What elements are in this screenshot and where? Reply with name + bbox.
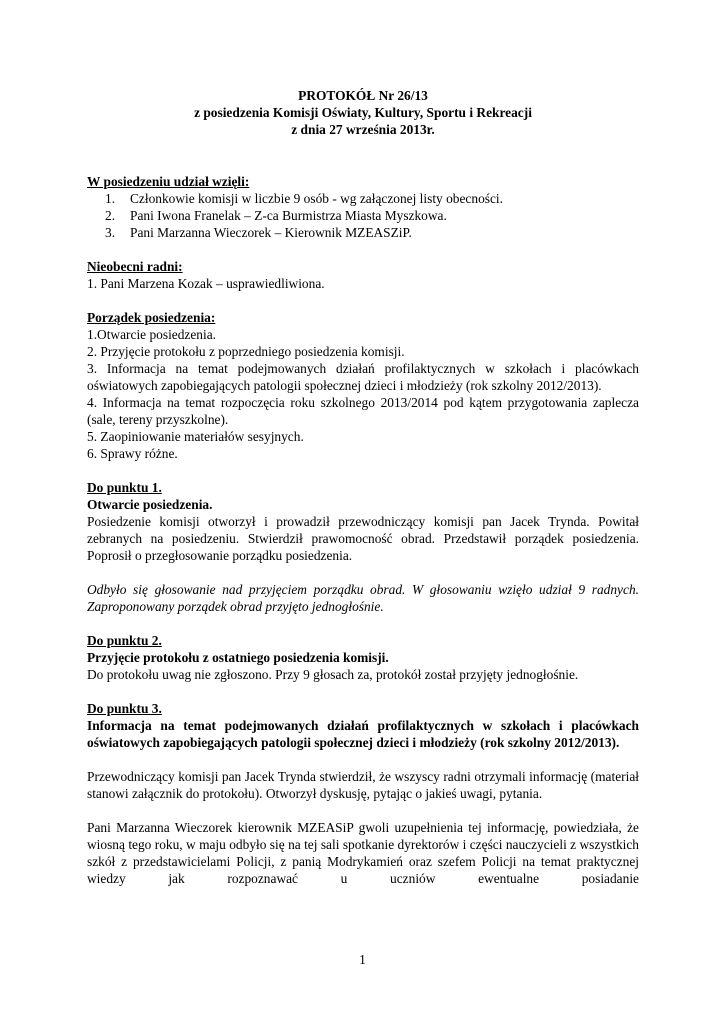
agenda-item: 2. Przyjęcie protokołu z poprzedniego posiedzenia komisji.	[87, 344, 405, 359]
point1-subheading: Otwarcie posiedzenia.	[87, 497, 213, 512]
agenda-item: 4. Informacja na temat rozpoczęcia roku szkolnego 2013/2014 pod kątem przygotowania zaplecza (sale, tereny przyszkolne).	[87, 395, 639, 427]
participants-heading: W posiedzeniu udział wzięli:	[87, 174, 250, 189]
absent-item: 1. Pani Marzena Kozak – usprawiedliwiona.	[87, 276, 325, 291]
title-line-1: PROTOKÓŁ Nr 26/13	[298, 88, 428, 103]
title-line-2: z posiedzenia Komisji Oświaty, Kultury, Sportu i Rekreacji	[194, 105, 532, 120]
absent-heading: Nieobecni radni:	[87, 259, 183, 274]
agenda-section	[87, 309, 639, 462]
agenda-item: 6. Sprawy różne.	[87, 446, 178, 461]
document-title	[87, 87, 639, 138]
point1-section	[87, 479, 639, 564]
participants-section	[87, 173, 639, 241]
agenda-heading: Porządek posiedzenia:	[87, 310, 216, 325]
participant-item: 3. Pani Marzanna Wieczorek – Kierownik MZEASZiP.	[105, 225, 412, 240]
point3-paragraph-2: Pani Marzanna Wieczorek kierownik MZEASiP gwoli uzupełnienia tej informację, powiedziała, że wiosną tego roku, w maju odbyło się na tej sali spotkanie dyrektorów i części nauczycieli z wszystkich szkół z przedstawicielami Policji, z panią Modrykamień oraz szefem Policji na temat praktycznej wiedzy jak rozpoznawać u uczniów ewentualne posiadanie	[87, 820, 639, 886]
point1-vote: Odbyło się głosowanie nad przyjęciem porządku obrad. W głosowaniu wzięło udział 9 radnych. Zaproponowany porządek obrad przyjęto jednogłośnie.	[87, 582, 639, 614]
title-line-3: z dnia 27 września 2013r.	[291, 122, 435, 137]
absent-section	[87, 258, 639, 292]
point1-paragraph: Posiedzenie komisji otworzył i prowadził przewodniczący komisji pan Jacek Trynda. Powitał zebranych na posiedzeniu. Stwierdził prawomocność obrad. Przedstawił porządek posiedzenia. Poprosił o przegłosowanie porządku posiedzenia.	[87, 514, 639, 563]
point3-subheading: Informacja na temat podejmowanych działań profilaktycznych w szkołach i placówkach oświatowych zapobiegających patologii społecznej dzieci i młodzieży (rok szkolny 2012/2013).	[87, 718, 639, 750]
agenda-item: 1.Otwarcie posiedzenia.	[87, 327, 217, 342]
document-page	[87, 87, 639, 887]
point3-paragraph-1: Przewodniczący komisji pan Jacek Trynda stwierdził, że wszyscy radni otrzymali informację (materiał stanowi załącznik do protokołu). Otworzył dyskusję, pytając o jakieś uwagi, pytania.	[87, 769, 639, 801]
point2-section	[87, 632, 639, 683]
point1-heading: Do punktu 1.	[87, 480, 162, 495]
page-number: 1	[359, 952, 366, 967]
point2-subheading: Przyjęcie protokołu z ostatniego posiedzenia komisji.	[87, 650, 389, 665]
participant-item: 1. Członkowie komisji w liczbie 9 osób - wg załączonej listy obecności.	[105, 191, 503, 206]
agenda-item: 5. Zaopiniowanie materiałów sesyjnych.	[87, 429, 304, 444]
participants-list	[87, 190, 639, 241]
point3-heading: Do punktu 3.	[87, 701, 162, 716]
participant-item: 2. Pani Iwona Franelak – Z-ca Burmistrza Miasta Myszkowa.	[105, 208, 447, 223]
point3-section	[87, 700, 639, 751]
point2-heading: Do punktu 2.	[87, 633, 162, 648]
point2-paragraph: Do protokołu uwag nie zgłoszono. Przy 9 głosach za, protokół został przyjęty jednogłośnie.	[87, 667, 579, 682]
agenda-item: 3. Informacja na temat podejmowanych działań profilaktycznych w szkołach i placówkach oświatowych zapobiegających patologii społecznej dzieci i młodzieży (rok szkolny 2012/2013).	[87, 361, 639, 393]
